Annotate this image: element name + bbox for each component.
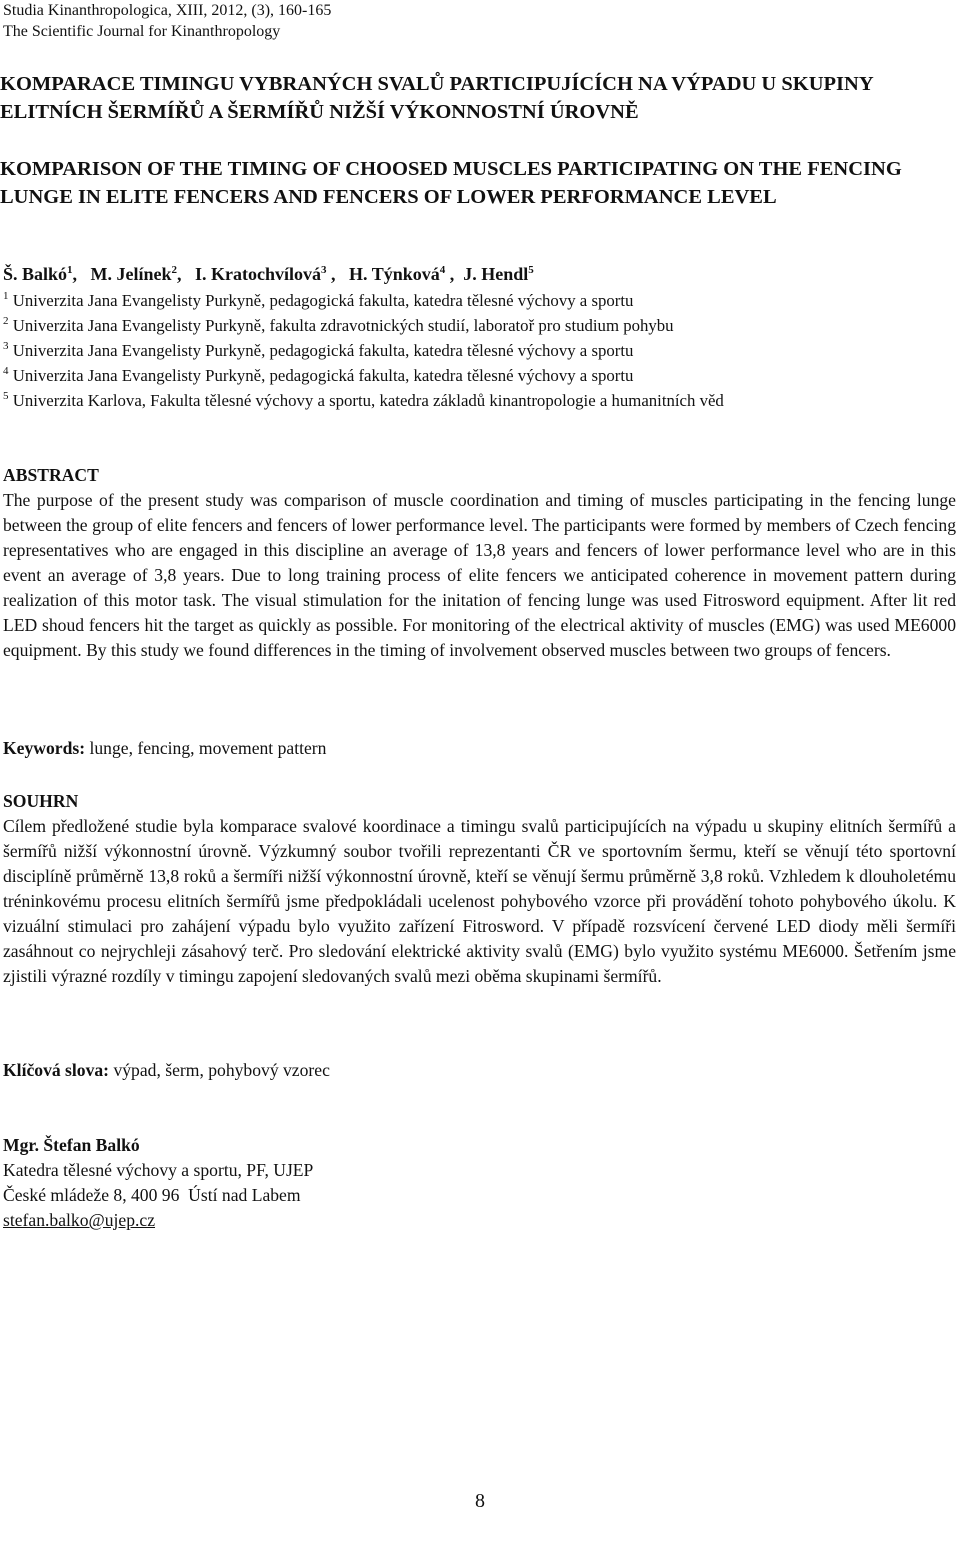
author-separator: , [177,264,191,284]
author-affiliation-mark: 2 [171,264,178,276]
souhrn-section [3,789,956,989]
affiliation-number: 3 [3,340,9,352]
journal-citation: Studia Kinanthropologica, XIII, 2012, (3), 160-165 [3,2,332,19]
author-list [3,262,534,286]
contact-address: České mládeže 8, 400 96 Ústí nad Labem [3,1185,301,1205]
affiliation-number: 5 [3,390,9,402]
affiliation-list [3,288,724,413]
affiliation-text: Univerzita Karlova, Fakulta tělesné výchovy a sportu, katedra základů kinantropologie a humanitních věd [12,391,724,410]
author-name: M. Jelínek [90,264,172,284]
affiliation-text: Univerzita Jana Evangelisty Purkyně, fakulta zdravotnických studií, laboratoř pro studium pohybu [12,316,674,335]
abstract-text: The purpose of the present study was comparison of muscle coordination and timing of muscles participating in the fencing lunge between the group of elite fencers and fencers of lower performance level. The participants were formed by members of Czech fencing representatives who are engaged in this discipline an average of 13,8 years and fencers of lower performance level who are in this event an average of 3,8 years. Due to long training process of elite fencers we anticipated coherence in movement pattern during realization of this motor task. The visual stimulation for the initation of fencing lunge was used Fitrosword equipment. After lit red LED shoud fencers hit the target as quickly as possible. For monitoring of the electrical aktivity of muscles (EMG) was used ME6000 equipment. By this study we found differences in the timing of involvement observed muscles between two groups of fencers. [3,490,956,660]
author [463,264,534,284]
affiliation [3,313,724,338]
keywords-section [3,736,956,761]
keywords-label: Keywords: [3,738,86,758]
author-affiliation-mark: 5 [528,264,534,276]
author-name: I. Kratochvílová [195,264,322,284]
contact-department: Katedra tělesné výchovy a sportu, PF, UJEP [3,1160,314,1180]
author [349,264,459,284]
contact-name: Mgr. Štefan Balkó [3,1135,140,1155]
affiliation [3,288,724,313]
affiliation-number: 2 [3,315,9,327]
affiliation [3,338,724,363]
author-name: Š. Balkó [3,264,68,284]
author [91,264,191,284]
affiliation-text: Univerzita Jana Evangelisty Purkyně, pedagogická fakulta, katedra tělesné výchovy a sportu [12,291,634,310]
author-name: J. Hendl [463,264,529,284]
abstract-heading: ABSTRACT [3,465,99,485]
klicova-slova-text: výpad, šerm, pohybový vzorec [109,1060,330,1080]
affiliation [3,388,724,413]
author-separator: , [72,264,87,284]
contact-email-link[interactable]: stefan.balko@ujep.cz [3,1210,156,1230]
journal-header [3,0,331,42]
affiliation-text: Univerzita Jana Evangelisty Purkyně, pedagogická fakulta, katedra tělesné výchovy a sportu [12,341,634,360]
affiliation-number: 4 [3,365,9,377]
keywords-text: lunge, fencing, movement pattern [85,738,327,758]
page-number: 8 [475,1490,485,1512]
souhrn-heading: SOUHRN [3,791,79,811]
author-affiliation-mark: 3 [321,264,327,276]
author-separator: , [445,264,459,284]
title-english: KOMPARISON OF THE TIMING OF CHOOSED MUSCLES PARTICIPATING ON THE FENCING LUNGE IN ELITE FENCERS AND FENCERS OF LOWER PERFORMANCE LEVEL [0,158,902,208]
klicova-slova-label: Klíčová slova: [3,1060,110,1080]
affiliation-text: Univerzita Jana Evangelisty Purkyně, pedagogická fakulta, katedra tělesné výchovy a sportu [12,366,634,385]
souhrn-text: Cílem předložené studie byla komparace svalové koordinace a timingu svalů participujících na výpadu u skupiny elitních šermířů a šermířů nižší výkonnostní úrovně. Výzkumný soubor tvořili reprezentanti ČR ve sportovním šermu, kteří se věnují této sportovní disciplíně průměrně 13,8 roků a šermíři nižší výkonnostní úrovně, kteří se věnují šermu průměrně 3,8 roků. Vzhledem k dlouholetému tréninkovému procesu elitních šermířů jsme předpokládali ucelenost pohybového vzorce při provádění tohoto pohybového úkolu. K vizuální stimulaci pro zahájení výpadu bylo využito zařízení Fitrosword. V případě rozsvícení červené LED diody měli šermíři zasáhnout co nejrychleji zásahový terč. Pro sledování elektrické aktivity svalů (EMG) bylo využito systému ME6000. Šetřením jsme zjistili výrazné rozdíly v timingu zapojení sledovaných svalů mezi oběma skupinami šermířů. [3,816,956,986]
author [195,264,345,284]
author [3,264,86,284]
author-affiliation-mark: 1 [67,264,73,276]
affiliation-number: 1 [3,290,9,302]
author-separator: , [326,264,345,284]
author-affiliation-mark: 4 [439,264,446,276]
title-czech: KOMPARACE TIMINGU VYBRANÝCH SVALŮ PARTICIPUJÍCÍCH NA VÝPADU U SKUPINY ELITNÍCH ŠERMÍŘŮ A ŠERMÍŘŮ NIŽŠÍ VÝKONNOSTNÍ ÚROVNĚ [0,73,873,123]
abstract-section [3,463,956,663]
author-name: H. Týnková [349,264,440,284]
klicova-slova-section [3,1058,956,1083]
affiliation [3,363,724,388]
contact-block [3,1133,956,1233]
journal-subtitle: The Scientific Journal for Kinanthropology [3,23,281,40]
